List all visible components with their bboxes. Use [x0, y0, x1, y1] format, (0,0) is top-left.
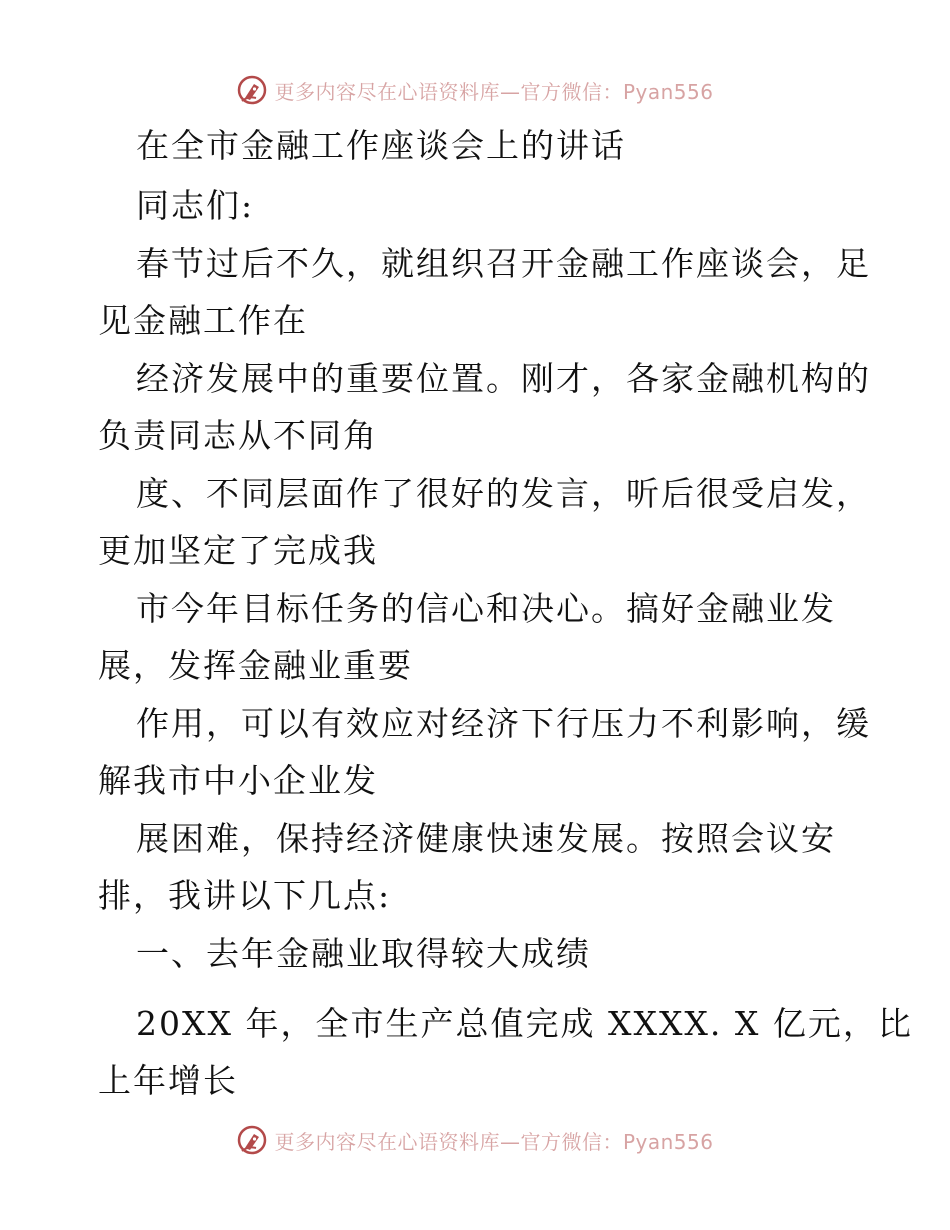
body-line: 春节过后不久，就组织召开金融工作座谈会，足 — [136, 244, 871, 283]
body-line: 度、不同层面作了很好的发言，听后很受启发， — [136, 474, 871, 513]
document-title: 在全市金融工作座谈会上的讲话 — [136, 126, 626, 165]
watermark-text: 更多内容尽在心语资料库—官方微信：Pyan556 — [274, 79, 714, 104]
section-heading: 一、去年金融业取得较大成绩 — [136, 934, 591, 973]
body-line: 展，发挥金融业重要 — [98, 646, 413, 685]
salutation: 同志们: — [136, 186, 255, 225]
pen-nib-logo-icon — [236, 1124, 268, 1156]
body-line: 更加坚定了完成我 — [98, 531, 378, 570]
body-line: 上年增长 — [98, 1061, 238, 1100]
body-line: 展困难，保持经济健康快速发展。按照会议安 — [136, 819, 836, 858]
body-line: 市今年目标任务的信心和决心。搞好金融业发 — [136, 589, 836, 628]
body-line: 解我市中小企业发 — [98, 761, 378, 800]
body-line: 见金融工作在 — [98, 301, 308, 340]
watermark-text: 更多内容尽在心语资料库—官方微信：Pyan556 — [274, 1129, 714, 1154]
body-line: 作用，可以有效应对经济下行压力不利影响，缓 — [136, 704, 871, 743]
body-line: 20XX 年，全市生产总值完成 XXXX. X 亿元，比 — [136, 1004, 913, 1043]
body-line: 排，我讲以下几点: — [98, 876, 392, 915]
body-line: 负责同志从不同角 — [98, 416, 378, 455]
footer-watermark — [0, 1120, 950, 1160]
body-line: 经济发展中的重要位置。刚才，各家金融机构的 — [136, 359, 871, 398]
